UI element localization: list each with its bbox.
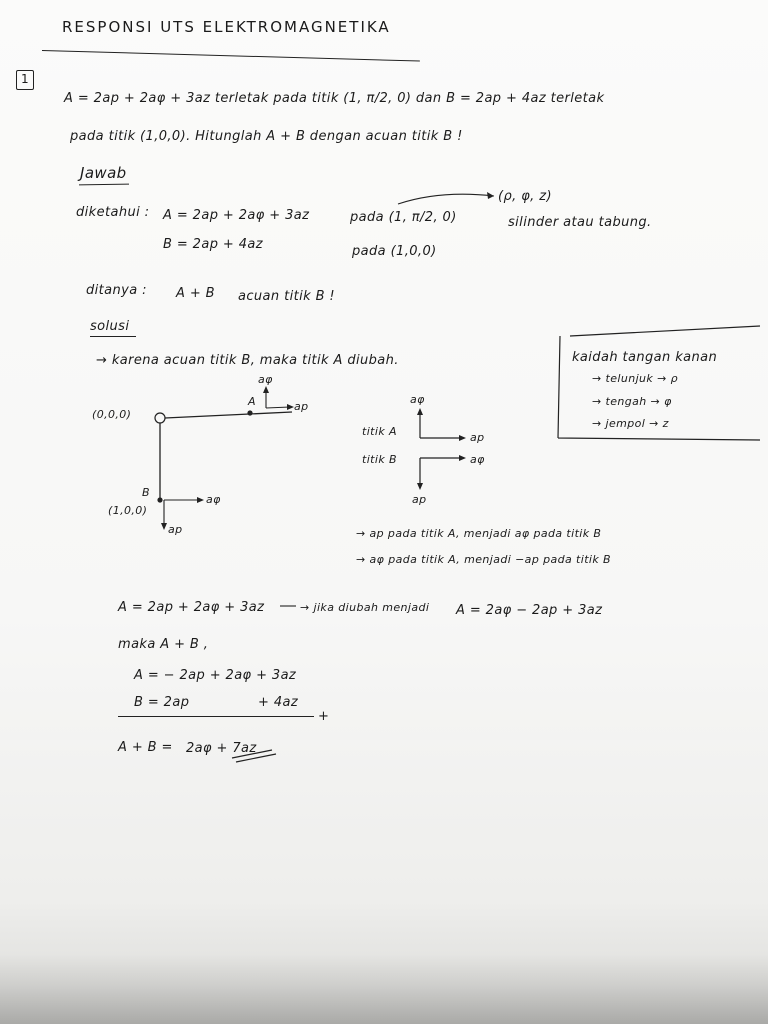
titik-a-aphi: aφ [410,393,425,406]
page-bottom-shadow [0,954,768,1024]
origin-label: (0,0,0) [92,408,132,421]
rule-item-1: → telunjuk → ρ [592,372,678,385]
point-b-coords: (1,0,0) [108,504,148,517]
point-b-aphi: aφ [206,493,221,506]
point-b-arho: ap [168,523,183,536]
conversion-before: A = 2ap + 2aφ + 3az [118,600,265,615]
titik-b-arho: ap [412,493,427,506]
known-vector-b: B = 2ap + 4az [163,237,263,252]
titik-a-arho: ap [470,431,485,444]
rule-item-3: → jempol → z [592,417,669,430]
result-value: 2aφ + 7az [186,741,257,756]
diketahui-label: diketahui : [76,205,150,220]
titik-b-aphi: aφ [470,453,485,466]
point-a-arho: ap [294,400,309,413]
coordinate-system-label: (ρ, φ, z) [498,189,552,204]
ditanya-label: ditanya : [86,283,147,298]
sum-divider [118,716,314,717]
solusi-heading: solusi [90,319,130,334]
solusi-statement: → karena acuan titik B, maka titik A diubah. [96,353,399,368]
rule-item-2: → tengah → φ [592,395,672,408]
asked-expression: A + B [176,286,215,301]
question-line-1: A = 2ap + 2aφ + 3az terletak pada titik (1, π/2, 0) dan B = 2ap + 4az terletak [64,91,605,106]
sum-row-a: A = − 2ap + 2aφ + 3az [134,668,297,683]
sum-row-b-left: B = 2ap [134,695,190,710]
coordinate-system-note: silinder atau tabung. [508,215,652,230]
point-a-aphi: aφ [258,373,273,386]
point-b-label: B [142,486,150,499]
titik-a-label: titik A [362,425,397,438]
conversion-arrow-text: → jika diubah menjadi [300,601,430,614]
page-title: RESPONSI UTS ELEKTROMAGNETIKA [62,18,391,36]
sum-row-b-right: + 4az [258,695,299,710]
asked-note: acuan titik B ! [238,289,336,304]
known-vector-a-point: pada (1, π/2, 0) [350,210,457,225]
transform-line-2: → aφ pada titik A, menjadi −ap pada titik B [356,553,611,566]
point-a-label: A [248,395,256,408]
question-number: 1 [21,72,30,86]
result-left: A + B = [118,740,173,755]
jawab-heading: Jawab [80,164,127,182]
sum-label: maka A + B , [118,637,209,652]
known-vector-a: A = 2ap + 2aφ + 3az [163,208,310,223]
right-hand-rule-box [558,323,763,441]
rule-title: kaidah tangan kanan [572,350,718,365]
titik-b-label: titik B [362,453,397,466]
sum-plus: + [318,709,330,724]
conversion-after: A = 2aφ − 2ap + 3az [456,603,603,618]
question-line-2: pada titik (1,0,0). Hitunglah A + B dengan acuan titik B ! [70,129,463,144]
known-vector-b-point: pada (1,0,0) [352,244,437,259]
transform-line-1: → ap pada titik A, menjadi aφ pada titik B [356,527,602,540]
